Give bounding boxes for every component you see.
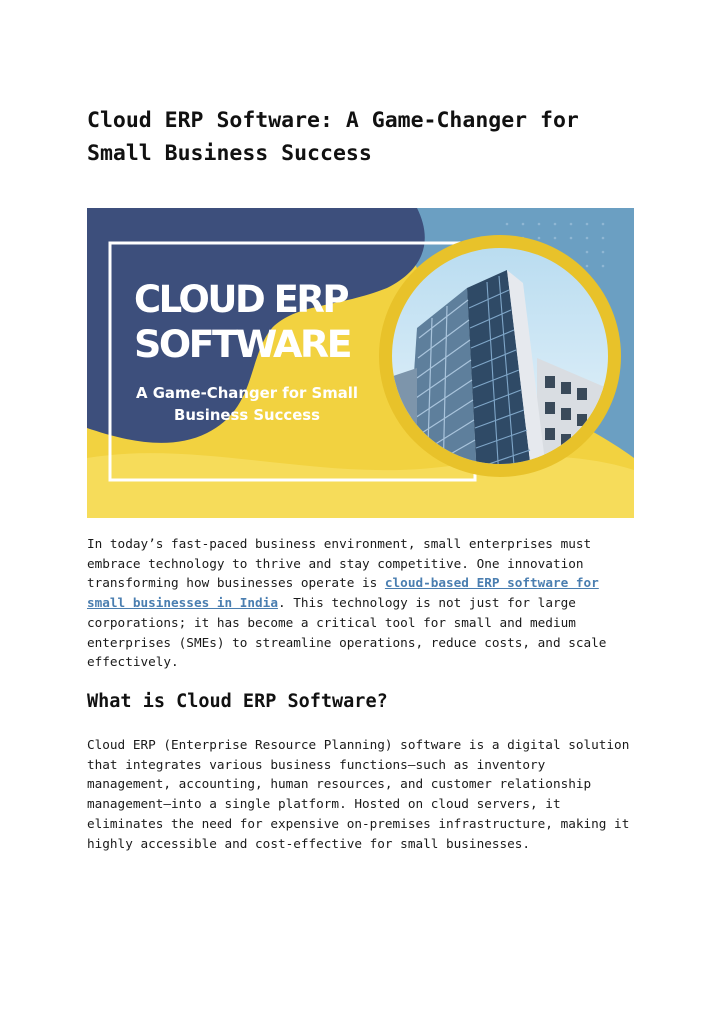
hero-headline-line-2: SOFTWARE xyxy=(134,323,351,366)
cloud-erp-india-link[interactable]: cloud-based ERP software for small businesses in India xyxy=(87,575,599,611)
hero-subtitle-line-2: Business Success xyxy=(174,406,321,424)
page-title-line-1: Cloud ERP Software: A Game-Changer for xyxy=(87,108,579,133)
hero-subtitle-line-1: A Game-Changer for Small xyxy=(136,384,358,402)
hero-banner-graphic xyxy=(87,208,634,518)
hero-headline-line-1: CLOUD ERP xyxy=(134,278,349,321)
page-title xyxy=(87,104,647,170)
intro-paragraph xyxy=(87,534,635,672)
section-paragraph-what-is-cloud-erp: Cloud ERP (Enterprise Resource Planning) software is a digital solution that integrates various business functions—such as inventory management, accounting, human resources, and customer relationship management—into a single platform. Hosted on cloud servers, it eliminates the need for expensive on-premises infrastructure, making it highly accessible and cost-effective for small businesses. xyxy=(87,737,630,851)
section-heading-what-is-cloud-erp: What is Cloud ERP Software? xyxy=(87,691,388,712)
hero-banner-image xyxy=(87,208,634,518)
intro-text-before: In today’s fast-paced business environment, small enterprises must embrace technology to thrive and stay competitive. One innovation transforming how businesses operate is xyxy=(87,536,592,591)
intro-text-after: . This technology is not just for large corporations; it has become a critical tool for small and medium enterprises (SMEs) to streamline operations, reduce costs, and scale effectively. xyxy=(87,595,607,670)
page-title-line-2: Small Business Success xyxy=(87,141,372,166)
